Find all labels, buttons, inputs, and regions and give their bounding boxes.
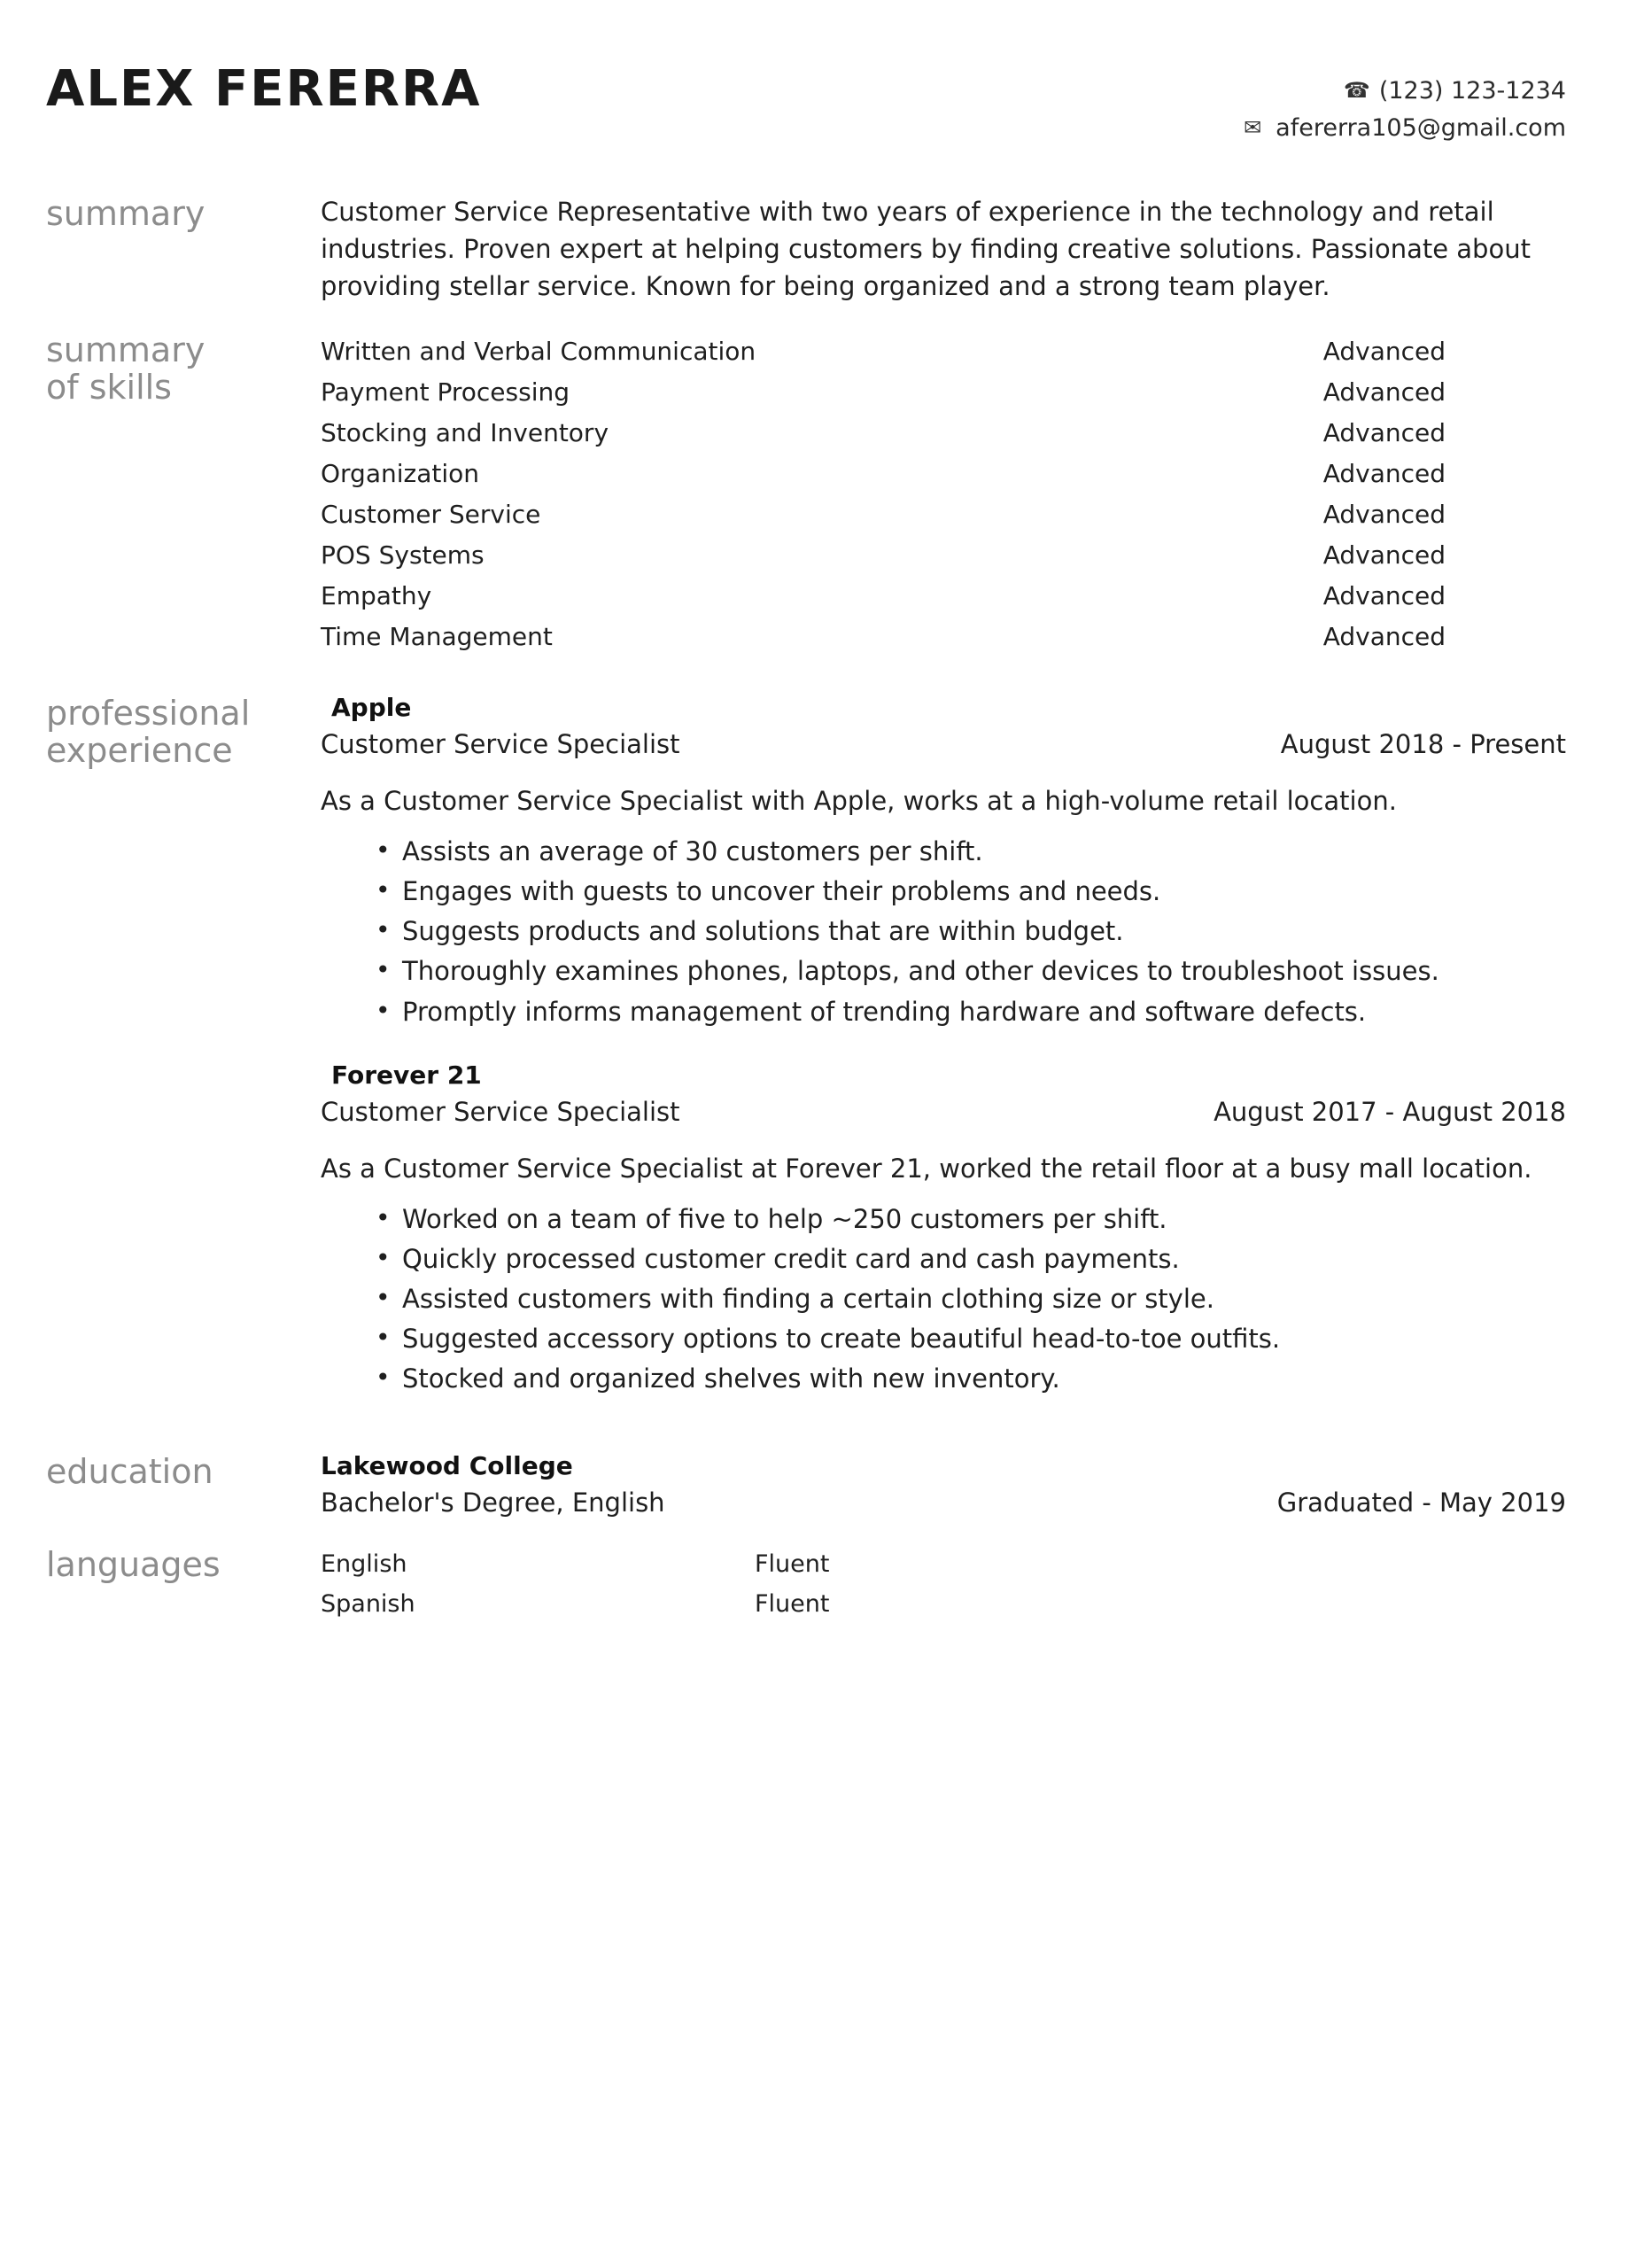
skill-row [321, 331, 1446, 372]
contact-phone [1240, 73, 1566, 110]
language-row [321, 1544, 1566, 1584]
skills-list [321, 331, 1566, 657]
job-bullet: • Assists an average of 30 customers per shift. [376, 834, 1566, 870]
experience-list [321, 693, 1566, 1428]
skill-row [321, 494, 1446, 535]
job-bullet: • Quickly processed customer credit card and cash payments. [376, 1241, 1566, 1278]
skill-level: Advanced [1322, 580, 1446, 610]
skill-name: Payment Processing [321, 377, 570, 407]
section-skills [46, 330, 1566, 657]
job-bullet: • Worked on a team of five to help ~250 customers per shift. [376, 1201, 1566, 1238]
skill-name: Time Management [321, 621, 553, 651]
skill-row [321, 576, 1446, 617]
skill-name: Written and Verbal Communication [321, 336, 756, 366]
job-description: As a Customer Service Specialist with Apple, works at a high-volume retail location. [321, 785, 1397, 816]
skill-row [321, 617, 1446, 657]
section-languages [46, 1544, 1566, 1624]
section-label-experience [46, 693, 321, 770]
job-bullet: • Engages with guests to uncover their problems and needs. [376, 874, 1566, 910]
language-level: Fluent [755, 1550, 830, 1578]
skill-level: Advanced [1322, 540, 1446, 570]
skill-row [321, 454, 1446, 494]
job-title-row [321, 1097, 1566, 1127]
summary-body [321, 193, 1566, 305]
phone-text: (123) 123-1234 [1378, 77, 1566, 105]
job-company: Forever 21 [331, 1060, 482, 1090]
skill-level: Advanced [1322, 499, 1446, 529]
skill-row [321, 535, 1446, 576]
education-list [321, 1451, 1566, 1518]
job-bullet: • Promptly informs management of trending hardware and software defects. [376, 994, 1566, 1030]
education-item [321, 1451, 1566, 1518]
skill-name: Customer Service [321, 499, 541, 529]
contact-block [1240, 62, 1566, 147]
section-label-experience-line2: experience [46, 731, 233, 771]
experience-item [321, 693, 1566, 1030]
skill-row [321, 372, 1446, 413]
contact-email[interactable] [1240, 110, 1566, 147]
languages-list [321, 1544, 1566, 1624]
skill-name: Empathy [321, 580, 432, 610]
job-title: Customer Service Specialist [321, 728, 680, 759]
language-row [321, 1584, 1566, 1624]
skill-row [321, 413, 1446, 454]
section-label-education: education [46, 1451, 213, 1491]
skill-name: Organization [321, 458, 480, 488]
job-dates: August 2018 - Present [1280, 728, 1566, 759]
language-level: Fluent [755, 1589, 830, 1618]
skill-level: Advanced [1322, 377, 1446, 407]
section-label-summary: summary [46, 193, 206, 233]
skill-level: Advanced [1322, 417, 1446, 447]
job-dates: August 2017 - August 2018 [1214, 1096, 1566, 1127]
job-title: Customer Service Specialist [321, 1096, 680, 1127]
skill-level: Advanced [1322, 621, 1446, 651]
email-text: afererra105@gmail.com [1276, 113, 1566, 142]
job-bullet: • Suggests products and solutions that are within budget. [376, 913, 1566, 950]
skill-level: Advanced [1322, 458, 1446, 488]
summary-text: Customer Service Representative with two years of experience in the technology and retail industries. Proven expert at helping customers by finding creative solutions. Passionate about providing stellar service. Known for being organized and a strong team player. [321, 196, 1531, 301]
job-bullet: • Assisted customers with finding a certain clothing size or style. [376, 1281, 1566, 1317]
job-bullet: • Thoroughly examines phones, laptops, and other devices to troubleshoot issues. [376, 953, 1566, 990]
job-bullet: • Stocked and organized shelves with new inventory. [376, 1361, 1566, 1397]
skill-name: Stocking and Inventory [321, 417, 609, 447]
job-title-row [321, 729, 1566, 759]
section-label-experience-line1: professional [46, 693, 251, 733]
skill-level: Advanced [1322, 336, 1446, 366]
job-company: Apple [331, 692, 412, 722]
experience-item [321, 1060, 1566, 1398]
job-bullet: • Suggested accessory options to create beautiful head-to-toe outfits. [376, 1321, 1566, 1357]
candidate-name: ALEX FERERRA [46, 60, 482, 118]
section-label-skills-line2: of skills [46, 368, 172, 408]
section-label-skills [46, 330, 321, 407]
section-label-languages: languages [46, 1544, 221, 1584]
envelope-icon: ✉ [1244, 115, 1262, 141]
language-name: English [321, 1550, 407, 1578]
resume-header [46, 62, 1566, 147]
job-bullets [321, 834, 1566, 1030]
section-summary [46, 193, 1566, 305]
job-description: As a Customer Service Specialist at Forever 21, worked the retail floor at a busy mall location. [321, 1153, 1532, 1184]
section-experience [46, 693, 1566, 1428]
phone-icon: ☎ [1343, 78, 1370, 104]
job-bullets [321, 1201, 1566, 1398]
education-degree: Bachelor's Degree, English [321, 1487, 665, 1518]
language-name: Spanish [321, 1589, 415, 1618]
section-education [46, 1451, 1566, 1518]
education-detail-row [321, 1487, 1566, 1518]
education-school: Lakewood College [321, 1450, 573, 1480]
education-date: Graduated - May 2019 [1276, 1487, 1566, 1518]
section-label-skills-line1: summary [46, 330, 206, 369]
skill-name: POS Systems [321, 540, 485, 570]
